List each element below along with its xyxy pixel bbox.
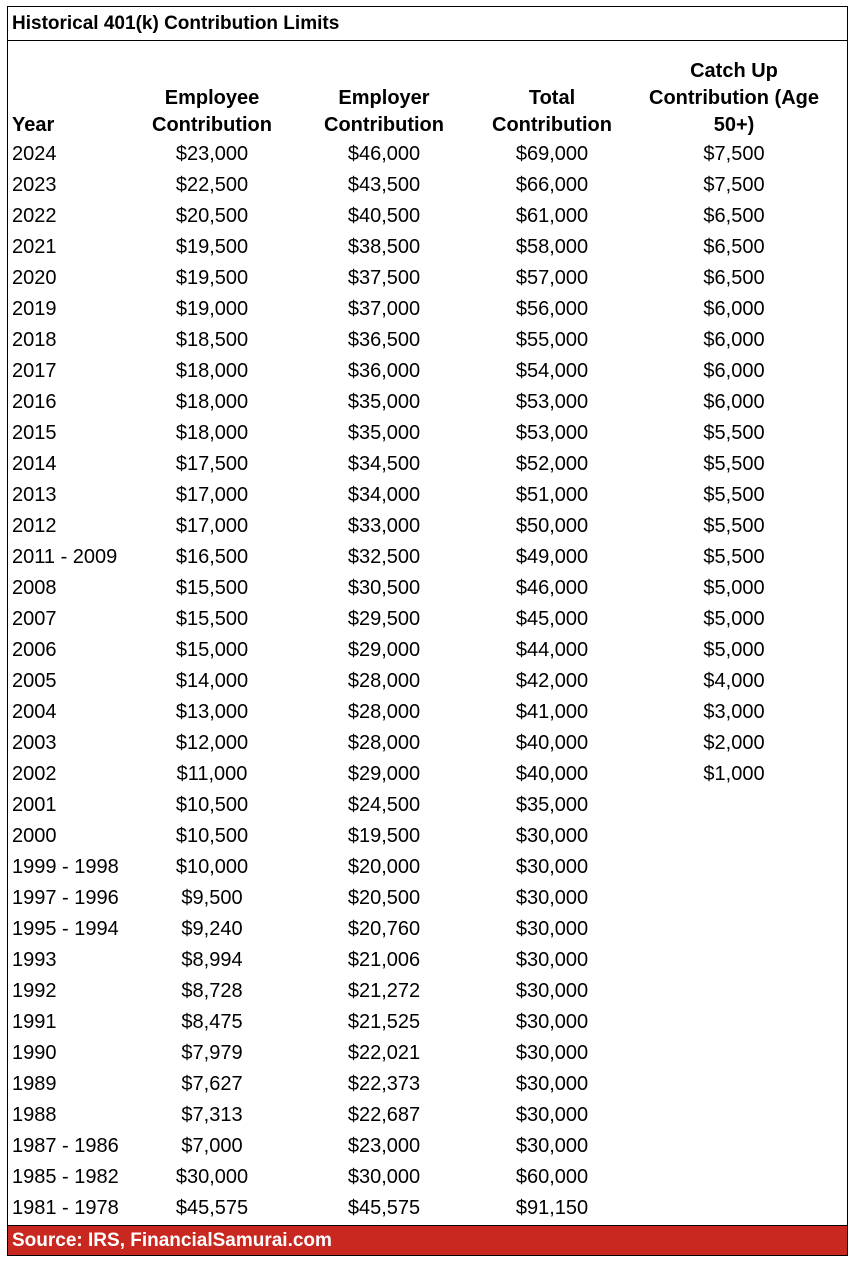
table-row (8, 635, 847, 666)
table-row (8, 883, 847, 914)
year-cell: 2019 (12, 298, 57, 320)
employer-contribution-cell: $22,021 (347, 1042, 421, 1064)
total-contribution-cell: $55,000 (515, 329, 589, 351)
table-row (8, 1131, 847, 1162)
employee-contribution-cell: $45,575 (175, 1197, 249, 1219)
employee-contribution-cell: $17,000 (175, 484, 249, 506)
contribution-limits-table (7, 6, 848, 1256)
catch-up-contribution-cell: $7,500 (703, 143, 765, 165)
table-row (8, 604, 847, 635)
table-row (8, 449, 847, 480)
employee-contribution-cell: $22,500 (175, 174, 249, 196)
catch-up-contribution-cell: $5,500 (703, 484, 765, 506)
year-cell: 1995 - 1994 (12, 918, 119, 940)
year-cell: 1989 (12, 1073, 57, 1095)
total-contribution-cell: $30,000 (515, 918, 589, 940)
employee-contribution-cell: $8,728 (181, 980, 243, 1002)
employee-contribution-cell: $18,000 (175, 360, 249, 382)
year-cell: 1985 - 1982 (12, 1166, 119, 1188)
year-cell: 1999 - 1998 (12, 856, 119, 878)
total-contribution-cell: $60,000 (515, 1166, 589, 1188)
table-row (8, 914, 847, 945)
table-row (8, 697, 847, 728)
employer-contribution-cell: $32,500 (347, 546, 421, 568)
employer-contribution-cell: $20,000 (347, 856, 421, 878)
header-employer-line-2: Contribution (324, 114, 444, 136)
year-cell: 1988 (12, 1104, 57, 1126)
employer-contribution-cell: $35,000 (347, 391, 421, 413)
catch-up-contribution-cell: $6,000 (703, 329, 765, 351)
employee-contribution-cell: $18,000 (175, 422, 249, 444)
total-contribution-cell: $40,000 (515, 763, 589, 785)
table-row (8, 945, 847, 976)
total-contribution-cell: $52,000 (515, 453, 589, 475)
employee-contribution-cell: $16,500 (175, 546, 249, 568)
table-row (8, 511, 847, 542)
header-year: Year (12, 114, 55, 136)
employer-contribution-cell: $21,525 (347, 1011, 421, 1033)
employee-contribution-cell: $8,994 (181, 949, 243, 971)
total-contribution-cell: $56,000 (515, 298, 589, 320)
table-row (8, 1162, 847, 1193)
table-row (8, 821, 847, 852)
catch-up-contribution-cell: $6,000 (703, 360, 765, 382)
year-cell: 2001 (12, 794, 57, 816)
total-contribution-cell: $46,000 (515, 577, 589, 599)
employee-contribution-cell: $18,500 (175, 329, 249, 351)
total-contribution-cell: $41,000 (515, 701, 589, 723)
table-row (8, 139, 847, 170)
employee-contribution-cell: $7,313 (181, 1104, 243, 1126)
header-total-contribution (476, 85, 628, 139)
table-row (8, 790, 847, 821)
header-total-line-2: Contribution (492, 114, 612, 136)
total-contribution-cell: $30,000 (515, 887, 589, 909)
catch-up-contribution-cell: $7,500 (703, 174, 765, 196)
year-cell: 1987 - 1986 (12, 1135, 119, 1157)
header-employer-line-1: Employer (338, 87, 430, 109)
header-catch-up-line-3: 50+) (713, 114, 755, 136)
year-cell: 1997 - 1996 (12, 887, 119, 909)
table-row (8, 542, 847, 573)
employer-contribution-cell: $38,500 (347, 236, 421, 258)
catch-up-contribution-cell: $4,000 (703, 670, 765, 692)
employee-contribution-cell: $17,000 (175, 515, 249, 537)
year-cell: 2012 (12, 515, 57, 537)
catch-up-contribution-cell (634, 1100, 834, 1131)
total-contribution-cell: $54,000 (515, 360, 589, 382)
year-cell: 2020 (12, 267, 57, 289)
catch-up-contribution-cell: $6,500 (703, 267, 765, 289)
employer-contribution-cell: $45,575 (347, 1197, 421, 1219)
total-contribution-cell: $61,000 (515, 205, 589, 227)
table-row (8, 387, 847, 418)
total-contribution-cell: $30,000 (515, 1011, 589, 1033)
table-row (8, 852, 847, 883)
employer-contribution-cell: $34,500 (347, 453, 421, 475)
catch-up-contribution-cell (634, 1069, 834, 1100)
catch-up-contribution-cell: $5,500 (703, 453, 765, 475)
table-body (8, 139, 847, 1224)
catch-up-contribution-cell: $5,000 (703, 608, 765, 630)
employer-contribution-cell: $28,000 (347, 701, 421, 723)
table-row (8, 170, 847, 201)
employee-contribution-cell: $7,627 (181, 1073, 243, 1095)
employee-contribution-cell: $7,000 (181, 1135, 243, 1157)
year-cell: 2002 (12, 763, 57, 785)
total-contribution-cell: $30,000 (515, 1104, 589, 1126)
employee-contribution-cell: $7,979 (181, 1042, 243, 1064)
catch-up-contribution-cell: $5,000 (703, 577, 765, 599)
year-cell: 2000 (12, 825, 57, 847)
employer-contribution-cell: $20,500 (347, 887, 421, 909)
total-contribution-cell: $66,000 (515, 174, 589, 196)
table-row (8, 263, 847, 294)
catch-up-contribution-cell (634, 1193, 834, 1224)
employer-contribution-cell: $29,000 (347, 639, 421, 661)
employer-contribution-cell: $22,373 (347, 1073, 421, 1095)
employee-contribution-cell: $19,500 (175, 236, 249, 258)
employer-contribution-cell: $37,000 (347, 298, 421, 320)
year-cell: 2005 (12, 670, 57, 692)
catch-up-contribution-cell (634, 1007, 834, 1038)
employee-contribution-cell: $17,500 (175, 453, 249, 475)
catch-up-contribution-cell: $6,500 (703, 236, 765, 258)
year-cell: 2023 (12, 174, 57, 196)
total-contribution-cell: $58,000 (515, 236, 589, 258)
total-contribution-cell: $53,000 (515, 391, 589, 413)
employee-contribution-cell: $23,000 (175, 143, 249, 165)
employer-contribution-cell: $40,500 (347, 205, 421, 227)
employee-contribution-cell: $30,000 (175, 1166, 249, 1188)
year-cell: 1981 - 1978 (12, 1197, 119, 1219)
employee-contribution-cell: $13,000 (175, 701, 249, 723)
employee-contribution-cell: $8,475 (181, 1011, 243, 1033)
table-row (8, 356, 847, 387)
employer-contribution-cell: $28,000 (347, 732, 421, 754)
catch-up-contribution-cell (634, 852, 834, 883)
catch-up-contribution-cell (634, 821, 834, 852)
table-row (8, 1100, 847, 1131)
total-contribution-cell: $30,000 (515, 980, 589, 1002)
table-row (8, 666, 847, 697)
year-cell: 2013 (12, 484, 57, 506)
table-row (8, 728, 847, 759)
header-employee-line-2: Contribution (152, 114, 272, 136)
header-employee-contribution (136, 85, 288, 139)
year-cell: 2004 (12, 701, 57, 723)
year-cell: 2003 (12, 732, 57, 754)
header-catch-up-line-1: Catch Up (690, 60, 778, 82)
employer-contribution-cell: $21,006 (347, 949, 421, 971)
employee-contribution-cell: $19,500 (175, 267, 249, 289)
catch-up-contribution-cell: $6,000 (703, 298, 765, 320)
catch-up-contribution-cell (634, 945, 834, 976)
total-contribution-cell: $42,000 (515, 670, 589, 692)
table-row (8, 1193, 847, 1224)
total-contribution-cell: $91,150 (515, 1197, 589, 1219)
total-contribution-cell: $50,000 (515, 515, 589, 537)
total-contribution-cell: $53,000 (515, 422, 589, 444)
employee-contribution-cell: $18,000 (175, 391, 249, 413)
catch-up-contribution-cell: $6,000 (703, 391, 765, 413)
year-cell: 2017 (12, 360, 57, 382)
year-cell: 2016 (12, 391, 57, 413)
catch-up-contribution-cell (634, 914, 834, 945)
employer-contribution-cell: $29,500 (347, 608, 421, 630)
employer-contribution-cell: $46,000 (347, 143, 421, 165)
year-cell: 1993 (12, 949, 57, 971)
catch-up-contribution-cell: $1,000 (703, 763, 765, 785)
table-row (8, 418, 847, 449)
employee-contribution-cell: $9,500 (181, 887, 243, 909)
catch-up-contribution-cell (634, 1162, 834, 1193)
year-cell: 2011 - 2009 (12, 546, 118, 568)
employer-contribution-cell: $36,000 (347, 360, 421, 382)
employee-contribution-cell: $12,000 (175, 732, 249, 754)
catch-up-contribution-cell: $5,500 (703, 546, 765, 568)
table-row (8, 573, 847, 604)
year-cell: 2018 (12, 329, 57, 351)
total-contribution-cell: $30,000 (515, 825, 589, 847)
header-employee-line-1: Employee (164, 87, 260, 109)
table-row (8, 759, 847, 790)
catch-up-contribution-cell (634, 790, 834, 821)
catch-up-contribution-cell: $5,500 (703, 515, 765, 537)
year-cell: 2014 (12, 453, 57, 475)
employee-contribution-cell: $15,500 (175, 608, 249, 630)
total-contribution-cell: $30,000 (515, 1135, 589, 1157)
total-contribution-cell: $57,000 (515, 267, 589, 289)
employer-contribution-cell: $22,687 (347, 1104, 421, 1126)
year-cell: 2024 (12, 143, 57, 165)
employer-contribution-cell: $34,000 (347, 484, 421, 506)
year-cell: 1990 (12, 1042, 57, 1064)
employer-contribution-cell: $21,272 (347, 980, 421, 1002)
employee-contribution-cell: $11,000 (176, 763, 248, 785)
catch-up-contribution-cell: $6,500 (703, 205, 765, 227)
catch-up-contribution-cell (634, 1131, 834, 1162)
total-contribution-cell: $35,000 (515, 794, 589, 816)
year-cell: 2008 (12, 577, 57, 599)
employee-contribution-cell: $15,500 (175, 577, 249, 599)
employee-contribution-cell: $9,240 (181, 918, 243, 940)
employer-contribution-cell: $33,000 (347, 515, 421, 537)
total-contribution-cell: $51,000 (515, 484, 589, 506)
header-catch-up-line-2: Contribution (Age (649, 87, 819, 109)
employee-contribution-cell: $15,000 (175, 639, 249, 661)
employee-contribution-cell: $10,500 (175, 794, 249, 816)
source-footer: Source: IRS, FinancialSamurai.com (8, 1225, 847, 1255)
employer-contribution-cell: $35,000 (347, 422, 421, 444)
total-contribution-cell: $49,000 (515, 546, 589, 568)
table-header (8, 41, 847, 139)
employer-contribution-cell: $37,500 (347, 267, 421, 289)
total-contribution-cell: $45,000 (515, 608, 589, 630)
table-title: Historical 401(k) Contribution Limits (8, 7, 847, 41)
employer-contribution-cell: $30,500 (347, 577, 421, 599)
table-row (8, 325, 847, 356)
year-cell: 2022 (12, 205, 57, 227)
catch-up-contribution-cell: $5,000 (703, 639, 765, 661)
employer-contribution-cell: $30,000 (347, 1166, 421, 1188)
employee-contribution-cell: $19,000 (175, 298, 249, 320)
table-row (8, 232, 847, 263)
employee-contribution-cell: $20,500 (175, 205, 249, 227)
employer-contribution-cell: $20,760 (347, 918, 421, 940)
table-row (8, 1007, 847, 1038)
employee-contribution-cell: $10,000 (175, 856, 249, 878)
total-contribution-cell: $69,000 (515, 143, 589, 165)
employer-contribution-cell: $36,500 (347, 329, 421, 351)
header-employer-contribution (308, 85, 460, 139)
table-row (8, 294, 847, 325)
catch-up-contribution-cell: $3,000 (703, 701, 765, 723)
catch-up-contribution-cell (634, 976, 834, 1007)
table-row (8, 201, 847, 232)
catch-up-contribution-cell (634, 883, 834, 914)
year-cell: 2006 (12, 639, 57, 661)
total-contribution-cell: $44,000 (515, 639, 589, 661)
header-total-line-1: Total (528, 87, 576, 109)
employer-contribution-cell: $43,500 (347, 174, 421, 196)
year-cell: 2007 (12, 608, 57, 630)
total-contribution-cell: $40,000 (515, 732, 589, 754)
total-contribution-cell: $30,000 (515, 1073, 589, 1095)
table-row (8, 976, 847, 1007)
header-catch-up-contribution (634, 58, 834, 139)
table-row (8, 480, 847, 511)
employer-contribution-cell: $28,000 (347, 670, 421, 692)
employer-contribution-cell: $23,000 (347, 1135, 421, 1157)
total-contribution-cell: $30,000 (515, 856, 589, 878)
year-cell: 1992 (12, 980, 57, 1002)
year-cell: 2021 (12, 236, 57, 258)
employee-contribution-cell: $10,500 (175, 825, 249, 847)
catch-up-contribution-cell: $5,500 (703, 422, 765, 444)
employer-contribution-cell: $29,000 (347, 763, 421, 785)
year-cell: 1991 (12, 1011, 57, 1033)
table-row (8, 1038, 847, 1069)
table-row (8, 1069, 847, 1100)
employer-contribution-cell: $24,500 (347, 794, 421, 816)
employee-contribution-cell: $14,000 (175, 670, 249, 692)
catch-up-contribution-cell (634, 1038, 834, 1069)
catch-up-contribution-cell: $2,000 (703, 732, 765, 754)
total-contribution-cell: $30,000 (515, 949, 589, 971)
employer-contribution-cell: $19,500 (347, 825, 421, 847)
year-cell: 2015 (12, 422, 57, 444)
total-contribution-cell: $30,000 (515, 1042, 589, 1064)
